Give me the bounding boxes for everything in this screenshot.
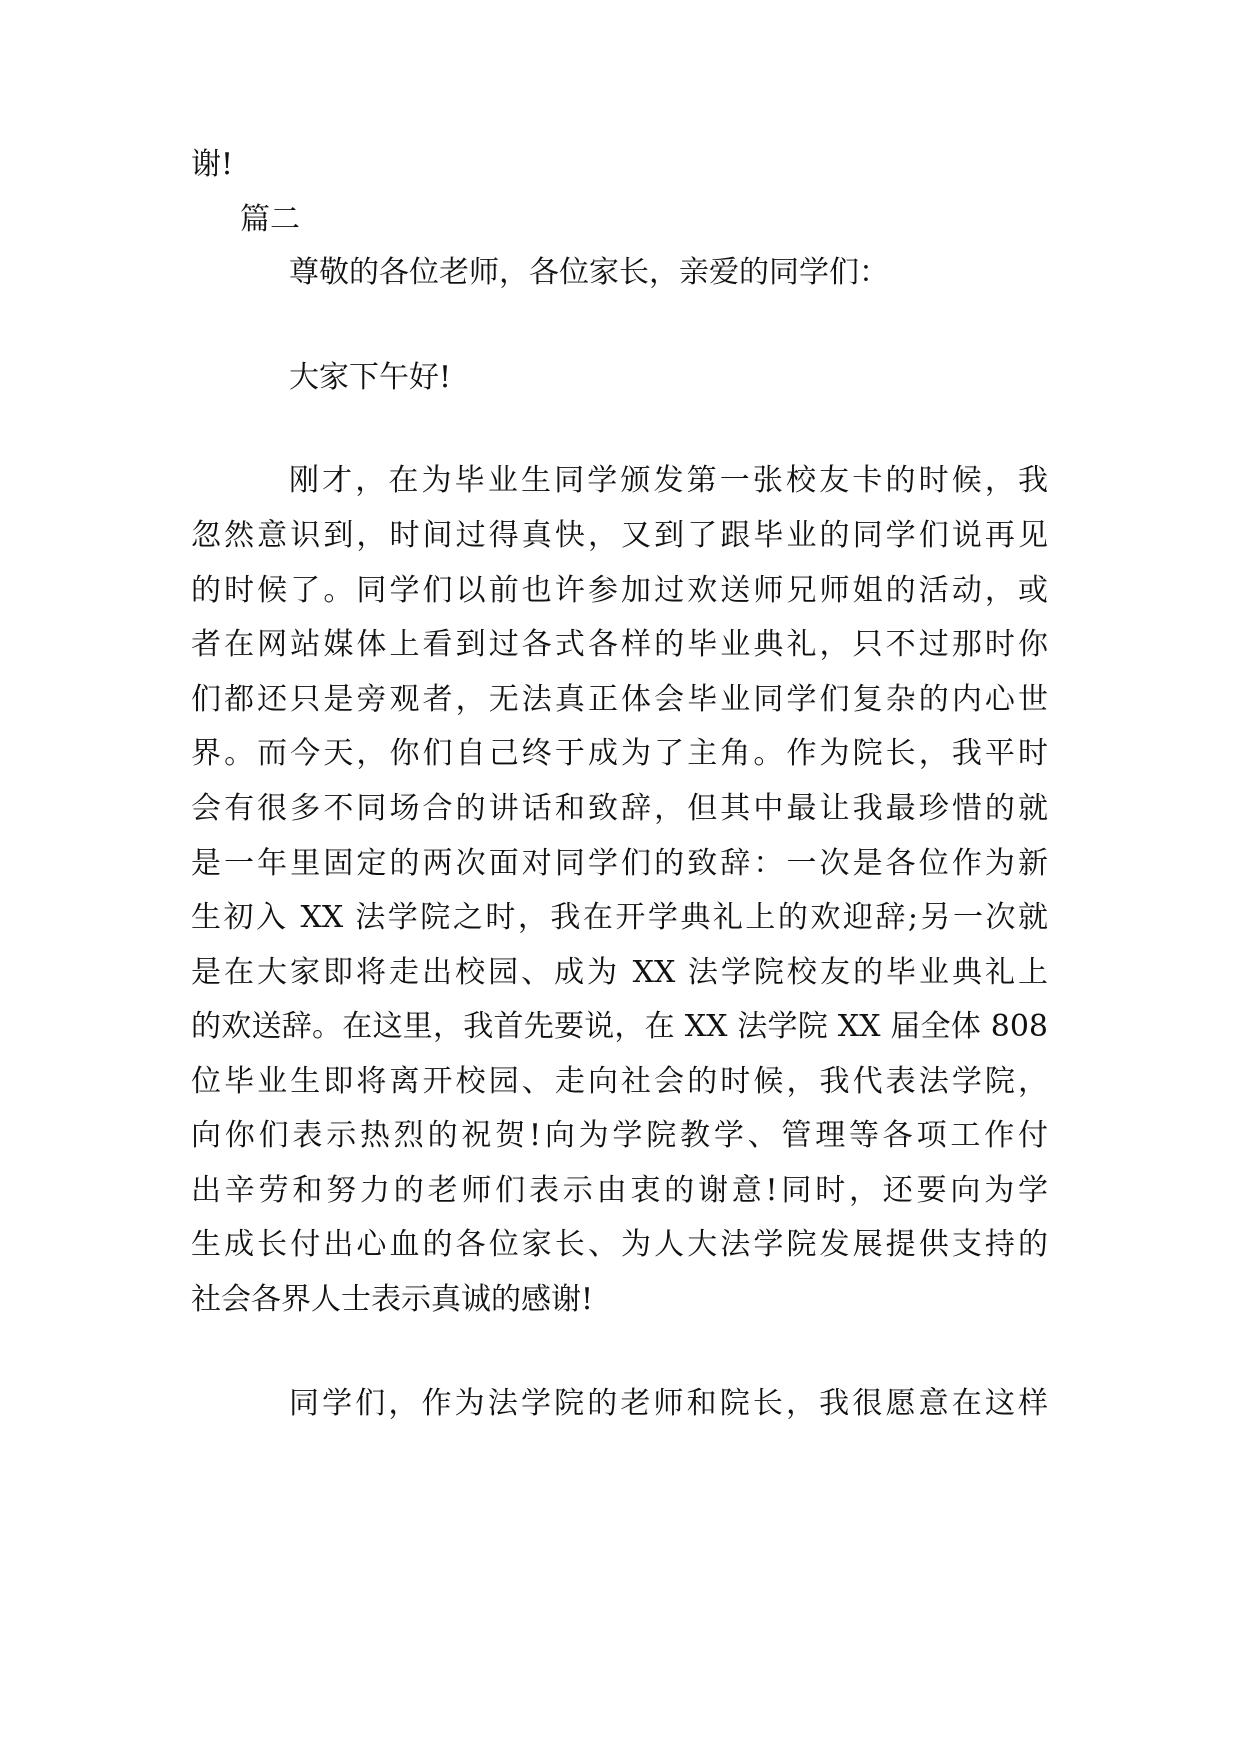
carry-over-text: 谢!: [191, 147, 234, 182]
section-heading: 篇二: [240, 202, 300, 237]
paragraph-line: 社会各界人士表示真诚的感谢!: [191, 1282, 594, 1317]
paragraph-line: 者在网站媒体上看到过各式各样的毕业典礼，只不过那时你: [191, 627, 1048, 662]
salutation: 尊敬的各位老师，各位家长，亲爱的同学们：: [289, 255, 889, 290]
paragraph-line: 生成长付出心血的各位家长、为人大法学院发展提供支持的: [191, 1227, 1048, 1262]
paragraph-line: 位毕业生即将离开校园、走向社会的时候，我代表法学院，: [191, 1064, 1048, 1099]
paragraph-line: 刚才，在为毕业生同学颁发第一张校友卡的时候，我: [289, 463, 1048, 498]
paragraph-line: 界。而今天，你们自己终于成为了主角。作为院长，我平时: [191, 736, 1048, 771]
paragraph-line: 向你们表示热烈的祝贺!向为学院教学、管理等各项工作付: [191, 1118, 1048, 1153]
paragraph-line: 忽然意识到，时间过得真快，又到了跟毕业的同学们说再见: [191, 518, 1048, 553]
paragraph-line: 会有很多不同场合的讲话和致辞，但其中最让我最珍惜的就: [191, 791, 1048, 826]
paragraph-line: 出辛劳和努力的老师们表示由衷的谢意!同时，还要向为学: [191, 1173, 1048, 1208]
paragraph-line: 们都还只是旁观者，无法真正体会毕业同学们复杂的内心世: [191, 682, 1048, 717]
paragraph-line: 是在大家即将走出校园、成为 XX 法学院校友的毕业典礼上: [191, 955, 1048, 990]
paragraph-line: 的时候了。同学们以前也许参加过欢送师兄师姐的活动，或: [191, 573, 1048, 608]
paragraph-line: 生初入 XX 法学院之时，我在开学典礼上的欢迎辞;另一次就: [191, 900, 1048, 935]
paragraph-line: 同学们，作为法学院的老师和院长，我很愿意在这样: [289, 1386, 1048, 1421]
paragraph-line: 是一年里固定的两次面对同学们的致辞：一次是各位作为新: [191, 846, 1048, 881]
paragraph-line: 的欢送辞。在这里，我首先要说，在 XX 法学院 XX 届全体 808: [191, 1009, 1048, 1044]
greeting: 大家下午好!: [289, 360, 452, 395]
